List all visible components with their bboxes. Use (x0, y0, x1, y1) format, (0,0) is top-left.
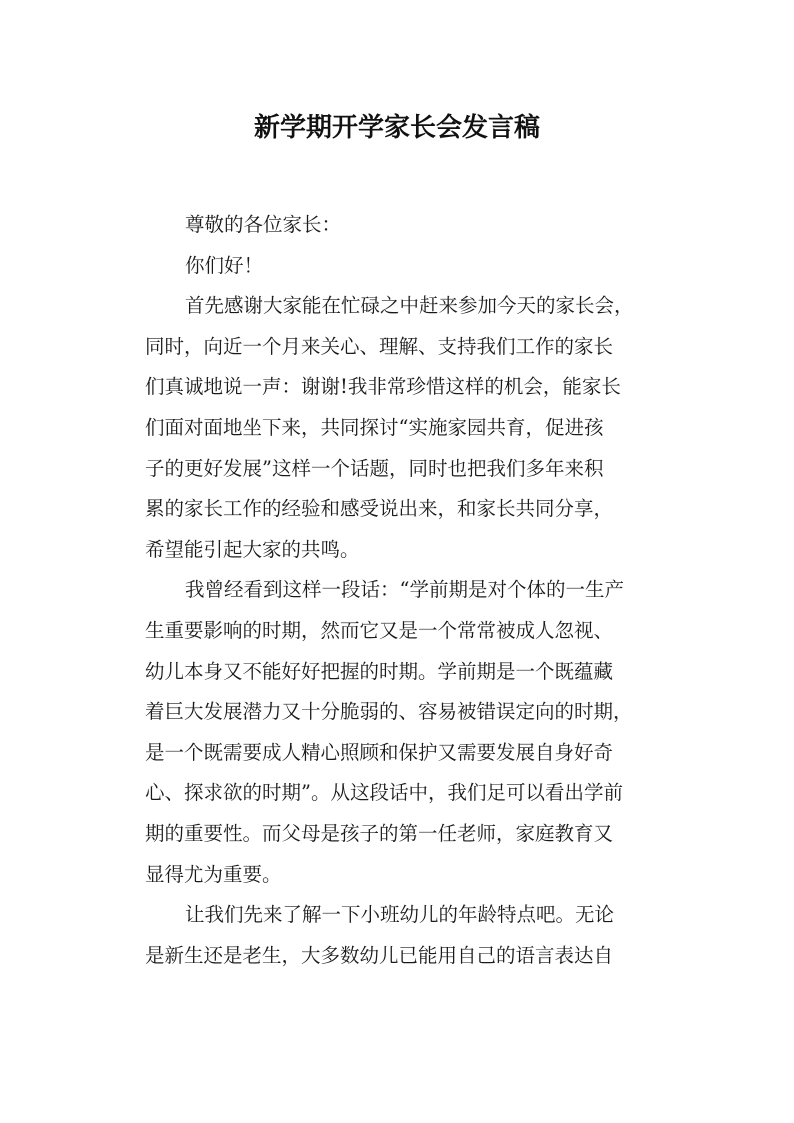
text-line: 尊敬的各位家长： (185, 213, 342, 236)
text-line: 希望能引起大家的共鸣。 (145, 537, 360, 561)
text-line: 显得尤为重要。 (145, 862, 282, 886)
document-title: 新学期开学家长会发言稿 (253, 113, 540, 143)
text-line: 你们好！ (185, 253, 264, 277)
text-line: 首先感谢大家能在忙碌之中赶来参加今天的家长会， (185, 294, 634, 318)
text-line: 们面对面地坐下来，共同探讨“实施家园共育，促进孩 (145, 415, 604, 439)
text-line: 着巨大发展潜力又十分脆弱的、容易被错误定向的时期， (145, 700, 633, 724)
text-line: 让我们先来了解一下小班幼儿的年龄特点吧。无论 (185, 903, 615, 927)
text-line: 期的重要性。而父母是孩子的第一任老师，家庭教育又 (145, 821, 614, 845)
text-line: 幼儿本身又不能好好把握的时期。学前期是一个既蕴藏 (145, 659, 614, 683)
text-line: 子的更好发展”这样一个话题，同时也把我们多年来积 (145, 456, 604, 480)
text-line: 们真诚地说一声：谢谢!我非常珍惜这样的机会，能家长 (145, 375, 621, 399)
text-line: 是一个既需要成人精心照顾和保护又需要发展自身好奇 (145, 740, 614, 764)
text-line: 是新生还是老生，大多数幼儿已能用自己的语言表达自 (145, 943, 614, 967)
text-line: 同时，向近一个月来关心、理解、支持我们工作的家长 (145, 334, 614, 358)
document-body (145, 205, 665, 976)
text-line: 心、探求欲的时期”。从这段话中，我们足可以看出学前 (145, 781, 623, 805)
text-line: 生重要影响的时期，然而它又是一个常常被成人忽视、 (145, 618, 614, 642)
text-line: 累的家长工作的经验和感受说出来，和家长共同分享， (145, 497, 614, 521)
text-line: 我曾经看到这样一段话：“学前期是对个体的一生产 (185, 578, 624, 602)
